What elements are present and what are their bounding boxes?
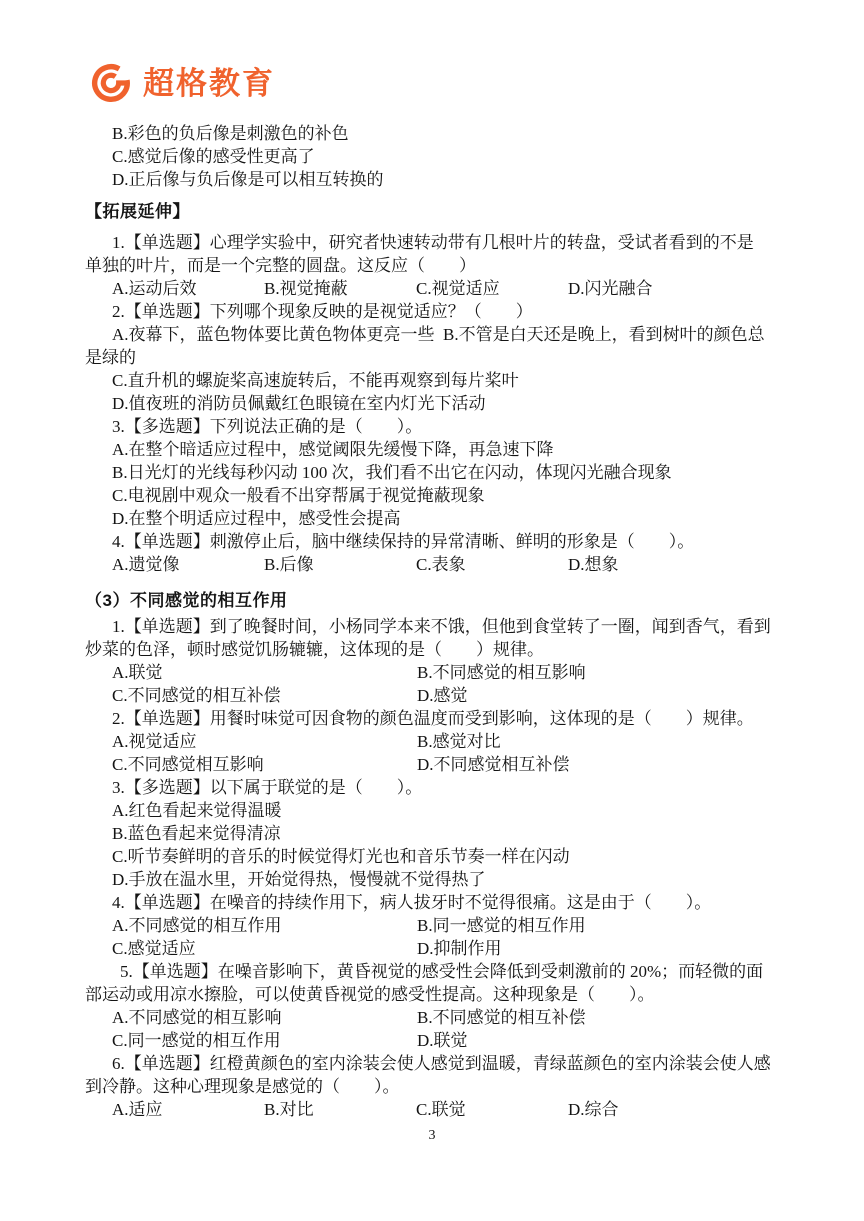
option-item: D.不同感觉相互补偿 [417,755,570,774]
option-line: A.红色看起来觉得温暖 [112,801,282,820]
option-item: D.联觉 [417,1031,468,1050]
option-item: B.不同感觉的相互影响 [417,663,586,682]
question-stem: 4.【单选题】刺激停止后，脑中继续保持的异常清晰、鲜明的形象是（ ）。 [112,532,695,551]
option-item: D.闪光融合 [568,279,653,298]
question-stem-wrap: 单独的叶片，而是一个完整的圆盘。这反应（ ） [85,256,476,275]
question-stem: 1.【单选题】心理学实验中，研究者快速转动带有几根叶片的转盘，受试者看到的不是 [112,233,754,252]
question-stem: 1.【单选题】到了晚餐时间，小杨同学本来不饿，但他到食堂转了一圈，闻到香气，看到 [112,617,771,636]
option-line: C.感觉后像的感受性更高了 [112,147,315,166]
document-body [85,122,785,1121]
option-item: D.想象 [568,555,619,574]
options-row [85,914,785,937]
option-item: B.同一感觉的相互作用 [417,916,586,935]
option-line-wrap: 是绿的 [85,348,136,367]
section-heading-3: （3）不同感觉的相互作用 [85,591,288,610]
option-line: D.正后像与负后像是可以相互转换的 [112,170,384,189]
option-line: A.在整个暗适应过程中，感觉阈限先缓慢下降，再急速下降 [112,440,554,459]
option-item: A.不同感觉的相互作用 [112,916,282,935]
options-row [85,277,785,300]
option-item: C.感觉适应 [112,939,196,958]
option-item: C.不同感觉相互影响 [112,755,264,774]
option-item: B.感觉对比 [417,732,501,751]
chaoge-g-logo-icon [88,60,134,106]
question-stem-wrap: 炒菜的色泽，顿时感觉饥肠辘辘，这体现的是（ ）规律。 [85,640,544,659]
option-item: A.遗觉像 [112,555,180,574]
options-row [85,1029,785,1052]
question-stem-wrap: 到冷静。这种心理现象是感觉的（ ）。 [85,1077,400,1096]
option-item: C.表象 [416,555,466,574]
option-item: D.综合 [568,1100,619,1119]
question-stem: 3.【多选题】以下属于联觉的是（ ）。 [112,778,423,797]
option-item: C.同一感觉的相互作用 [112,1031,281,1050]
options-row [85,661,785,684]
question-stem: 3.【多选题】下列说法正确的是（ ）。 [112,417,423,436]
brand-name: 超格教育 [143,65,275,101]
option-item: D.抑制作用 [417,939,502,958]
option-item: A.不同感觉的相互影响 [112,1008,282,1027]
option-line: D.手放在温水里，开始觉得热，慢慢就不觉得热了 [112,870,486,889]
page-number: 3 [428,1128,436,1143]
option-item: A.联觉 [112,663,163,682]
option-item: A.视觉适应 [112,732,197,751]
option-item: A.适应 [112,1100,163,1119]
options-row [85,753,785,776]
option-line: B.彩色的负后像是刺激色的补色 [112,124,349,143]
option-line: B.日光灯的光线每秒闪动 100 次，我们看不出它在闪动，体现闪光融合现象 [112,463,672,482]
options-row [85,937,785,960]
question-stem-wrap: 部运动或用凉水擦脸，可以使黄昏视觉的感受性提高。这种现象是（ ）。 [85,985,655,1004]
option-line: D.在整个明适应过程中，感受性会提高 [112,509,401,528]
question-stem: 2.【单选题】下列哪个现象反映的是视觉适应？（ ） [112,302,533,321]
question-stem: 5.【单选题】在噪音影响下，黄昏视觉的感受性会降低到受刺激前的 20%；而轻微的面 [120,962,764,981]
options-row [85,1006,785,1029]
option-item: A.运动后效 [112,279,197,298]
brand-logo [88,60,275,106]
question-stem: 4.【单选题】在噪音的持续作用下，病人拔牙时不觉得很痛。这是由于（ ）。 [112,893,712,912]
options-row [85,553,785,576]
option-line: A.夜幕下，蓝色物体要比黄色物体更亮一些 B.不管是白天还是晚上，看到树叶的颜色总 [112,325,765,344]
option-item: D.感觉 [417,686,468,705]
option-item: B.视觉掩蔽 [264,279,348,298]
options-row [85,730,785,753]
option-item: B.对比 [264,1100,314,1119]
option-item: B.不同感觉的相互补偿 [417,1008,586,1027]
option-line: C.直升机的螺旋桨高速旋转后，不能再观察到每片桨叶 [112,371,519,390]
option-item: C.联觉 [416,1100,466,1119]
question-stem: 6.【单选题】红橙黄颜色的室内涂装会使人感觉到温暖，青绿蓝颜色的室内涂装会使人感 [112,1054,771,1073]
options-row [85,1098,785,1121]
option-item: B.后像 [264,555,314,574]
option-line: D.值夜班的消防员佩戴红色眼镜在室内灯光下活动 [112,394,486,413]
option-item: C.不同感觉的相互补偿 [112,686,281,705]
section-heading-expand: 【拓展延伸】 [85,202,190,221]
option-line: C.电视剧中观众一般看不出穿帮属于视觉掩蔽现象 [112,486,485,505]
option-line: B.蓝色看起来觉得清凉 [112,824,281,843]
option-line: C.听节奏鲜明的音乐的时候觉得灯光也和音乐节奏一样在闪动 [112,847,570,866]
question-stem: 2.【单选题】用餐时味觉可因食物的颜色温度而受到影响，这体现的是（ ）规律。 [112,709,754,728]
options-row [85,684,785,707]
option-item: C.视觉适应 [416,279,500,298]
